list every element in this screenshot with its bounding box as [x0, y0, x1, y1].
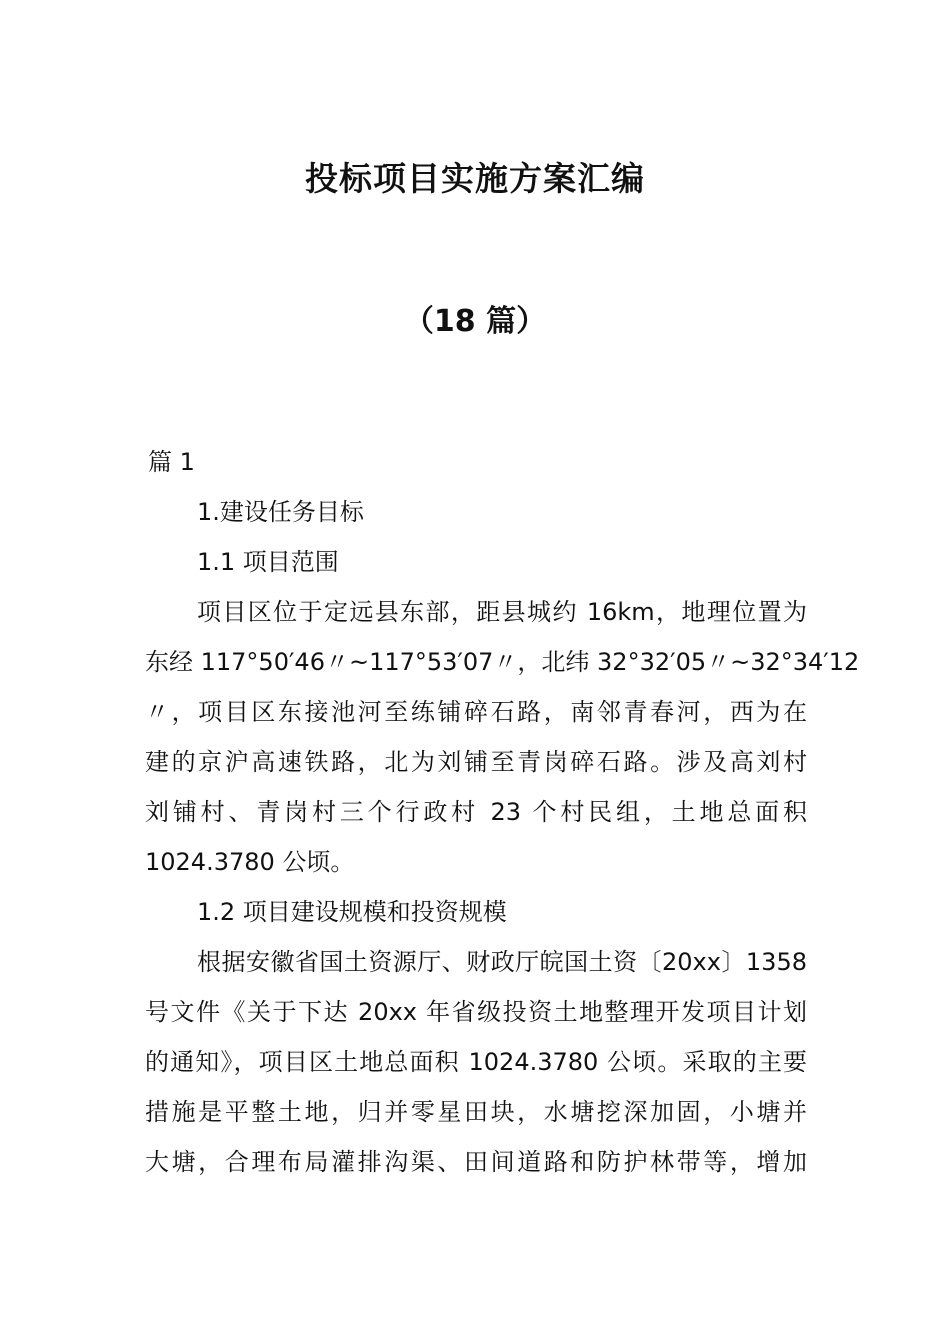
paragraph-line: 建的京沪高速铁路，北为刘铺至青岗碎石路。涉及高刘村: [145, 748, 807, 776]
document-body: [145, 437, 860, 1187]
paragraph-line: 1024.3780 公顷。: [145, 848, 355, 876]
chapter-label: 篇 1: [148, 448, 195, 476]
section-heading: 1.建设任务目标: [197, 498, 364, 526]
paragraph-line: 措施是平整土地，归并零星田块，水塘挖深加固，小塘并: [145, 1098, 807, 1126]
paragraph-line: 东经 117°50′46〃~117°53′07〃，北纬 32°32′05〃~32°34′12: [145, 648, 860, 676]
paragraph-line: 大塘，合理布局灌排沟渠、田间道路和防护林带等，增加: [145, 1148, 807, 1176]
paragraph-line: 根据安徽省国土资源厅、财政厅皖国土资〔20xx〕1358: [197, 948, 807, 976]
document-title: 投标项目实施方案汇编: [305, 159, 645, 198]
paragraph-line: 项目区位于定远县东部，距县城约 16km，地理位置为: [197, 598, 807, 626]
paragraph-line: 的通知》，项目区土地总面积 1024.3780 公顷。采取的主要: [145, 1048, 807, 1076]
subsection-heading: 1.1 项目范围: [197, 548, 339, 576]
paragraph-line: 号文件《关于下达 20xx 年省级投资土地整理开发项目计划: [145, 998, 807, 1026]
paragraph-line: 〃，项目区东接池河至练铺碎石路，南邻青春河，西为在: [145, 698, 807, 726]
subsection-heading: 1.2 项目建设规模和投资规模: [197, 898, 507, 926]
document-subtitle: （18 篇）: [403, 304, 547, 339]
paragraph-line: 刘铺村、青岗村三个行政村 23 个村民组，土地总面积: [145, 798, 807, 826]
